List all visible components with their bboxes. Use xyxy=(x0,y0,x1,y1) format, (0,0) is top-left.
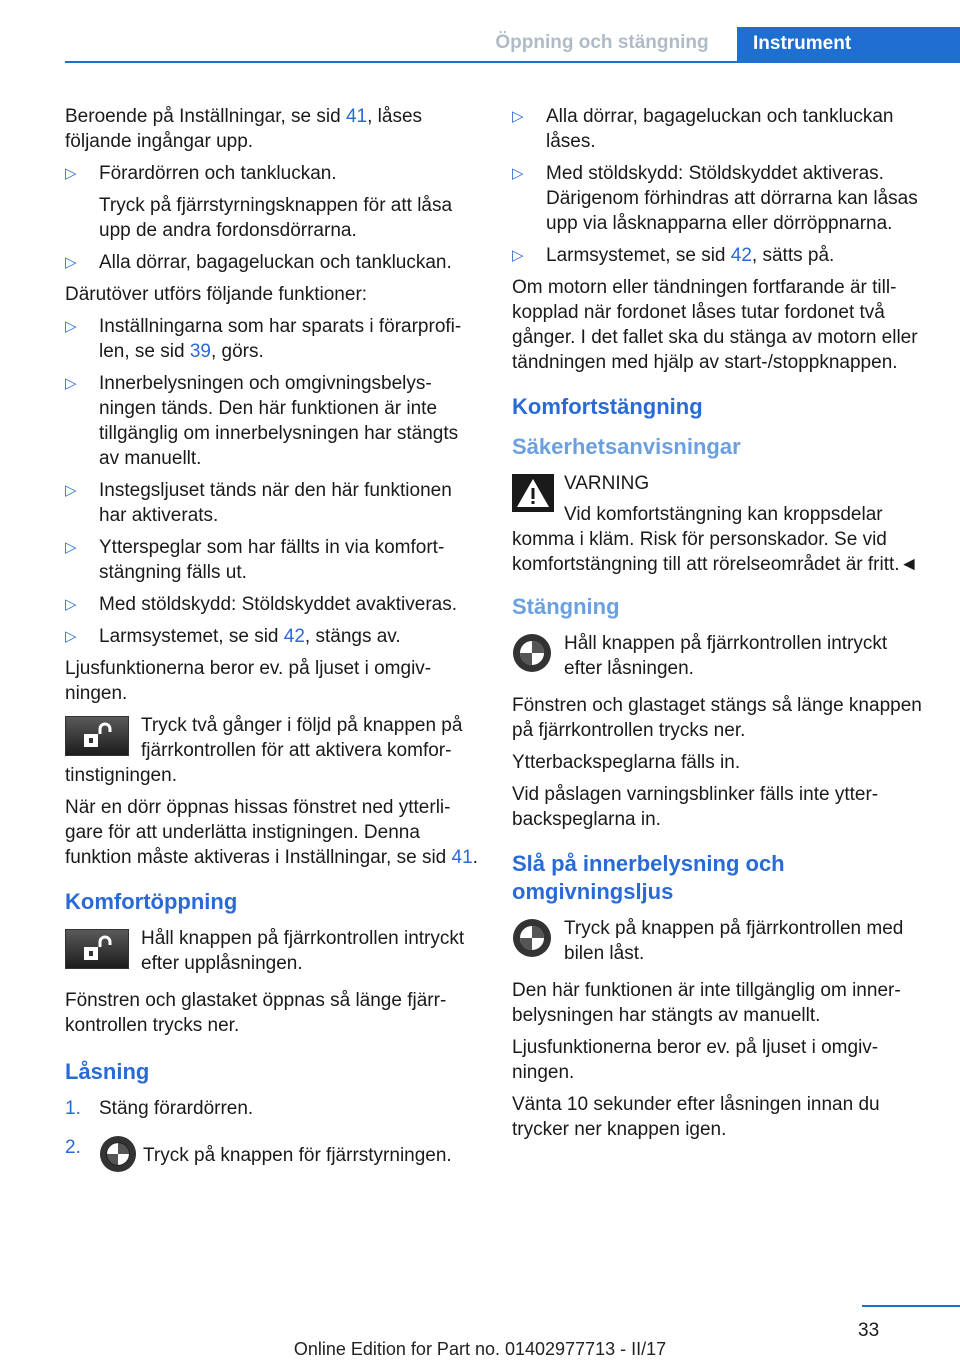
list-item: ▷ Innerbelysningen och omgivningsbelysningen tänds. Den här funktionen är inte tillgänglig om innerbelysningen har stängts av manuellt. xyxy=(65,373,459,469)
hazard-note: Vid påslagen varningsblinker fälls inte ytterbackspeglarna in. xyxy=(512,784,879,830)
bullet-triangle-icon: ▷ xyxy=(512,165,524,182)
heading-closing: Stängning xyxy=(512,594,620,619)
hold-unlock-block: Håll knappen på fjärrkontrollen intryckt efter upplåsningen. xyxy=(65,926,480,976)
list-item: ▷ Larmsystemet, se sid 42, stängs av. xyxy=(65,626,401,647)
heading-comfort-opening: Komfortöppning xyxy=(65,889,238,914)
header-section-title: Öppning och stängning xyxy=(495,32,709,53)
list-item: ▷ Inställningarna som har sparats i förarprofilen, se sid 39, görs. xyxy=(65,316,462,362)
mirrors-in-note: Ytterbackspeglarna fälls in. xyxy=(512,752,741,773)
bullet-triangle-icon: ▷ xyxy=(65,539,77,556)
bmw-key-icon xyxy=(512,633,552,673)
heading-safety: Säkerhetsanvisningar xyxy=(512,434,741,459)
windows-open-note: Fönstren och glastaket öppnas så länge fjärrkontrollen trycks ner. xyxy=(65,990,447,1036)
warning-triangle-icon xyxy=(512,474,554,512)
press-locked-block: Tryck på knappen på fjärrkontrollen med bilen låst. xyxy=(512,916,922,966)
list-item: ▷ Instegsljuset tänds när den här funktionen har aktiverats. xyxy=(65,480,452,526)
bullet-triangle-icon: ▷ xyxy=(512,247,524,264)
right-column xyxy=(512,104,922,1149)
header-rule xyxy=(65,61,960,63)
header-chapter-tab: Instrument xyxy=(737,27,960,61)
page-link[interactable]: 41 xyxy=(345,106,368,127)
bullet-triangle-icon: ▷ xyxy=(65,628,77,645)
bmw-key-icon xyxy=(512,918,552,958)
warning-title: VARNING xyxy=(564,473,650,494)
footer-rule xyxy=(862,1305,960,1307)
hold-lock-block: Håll knappen på fjärrkontrollen intryckt efter låsningen. xyxy=(512,631,922,681)
page-link[interactable]: 41 xyxy=(451,847,473,868)
door-open-paragraph: När en dörr öppnas hissas fönstret ned ytterligare för att underlätta instigningen. Denna funktion måste aktiveras i Inställningar, se sid 41. xyxy=(65,797,478,868)
lock-list xyxy=(512,104,922,268)
not-available-note: Den här funktionen är inte tillgänglig om innerbelysningen har stängts av manuellt. xyxy=(512,980,901,1026)
edition-footer: Online Edition for Part no. 01402977713 - II/17 xyxy=(293,1339,667,1359)
bmw-key-icon xyxy=(99,1135,137,1173)
list-item: ▷ Larmsystemet, se sid 42, sätts på. xyxy=(512,245,835,266)
list-item: ▷ Alla dörrar, bagageluckan och tankluckan låses. xyxy=(512,106,894,152)
heading-comfort-closing: Komfortstängning xyxy=(512,394,703,419)
unlock-key-icon xyxy=(65,929,129,969)
locking-steps xyxy=(65,1096,480,1173)
bullet-triangle-icon: ▷ xyxy=(65,596,77,613)
page-header xyxy=(0,0,960,62)
unlock-key-icon xyxy=(65,716,129,756)
more-functions: Därutöver utförs följande funktioner: xyxy=(65,284,368,305)
bullet-triangle-icon: ▷ xyxy=(65,482,77,499)
functions-list xyxy=(65,314,480,649)
light-dependency-note: Ljusfunktionerna beror ev. på ljuset i omgivningen. xyxy=(512,1037,879,1083)
bullet-triangle-icon: ▷ xyxy=(65,318,77,335)
intro-paragraph: Beroende på Inställningar, se sid 41, låses följande ingångar upp. xyxy=(65,106,423,152)
windows-close-note: Fönstren och glastaget stängs så länge knappen på fjärrkontrollen trycks ner. xyxy=(512,695,922,741)
engine-note: Om motorn eller tändningen fortfarande är tillkopplad när fordonet låses tutar fordonet två gånger. I det fallet ska du stänga av motorn eller tändningen med hjälp av start-/stoppknappen. xyxy=(512,277,918,373)
unlock-list xyxy=(65,161,480,275)
heading-locking: Låsning xyxy=(65,1059,150,1084)
bullet-triangle-icon: ▷ xyxy=(65,254,77,271)
page-link[interactable]: 42 xyxy=(283,626,305,647)
page-link[interactable]: 42 xyxy=(730,245,752,266)
list-item: 2. Tryck på knappen för fjärrstyrningen. xyxy=(65,1135,480,1173)
bullet-triangle-icon: ▷ xyxy=(65,165,77,182)
warning-text: Vid komfortstängning kan kroppsdelar komma i kläm. Risk för personskador. Se vid komfortstängning till att rörelseområdet är fritt.◄ xyxy=(512,504,919,575)
list-item: ▷ Förardörren och tankluckan. Tryck på fjärrstyrningsknappen för att låsa upp de andra fordonsdörrarna. xyxy=(65,163,453,241)
press-twice-block: Tryck två gånger i följd på knappen på fjärrkontrollen för att aktivera komfortinstigningen. xyxy=(65,715,463,786)
page-number: 33 xyxy=(858,1320,880,1341)
bullet-triangle-icon: ▷ xyxy=(65,375,77,392)
bullet-triangle-icon: ▷ xyxy=(512,108,524,125)
list-item: 1. Stäng förardörren. xyxy=(65,1098,254,1119)
list-item: ▷ Med stöldskydd: Stöldskyddet aktiveras. Därigenom förhindras att dörrarna kan låsas upp via låsknapparna eller dörröppnarna. xyxy=(512,163,918,234)
heading-interior-light: Slå på innerbelysning och omgivningsljus xyxy=(512,851,785,904)
list-item: ▷ Med stöldskydd: Stöldskyddet avaktiveras. xyxy=(65,594,458,615)
warning-block xyxy=(512,471,922,577)
list-item: ▷ Ytterspeglar som har fällts in via komfortstängning fälls ut. xyxy=(65,537,445,583)
page-link[interactable]: 39 xyxy=(189,341,211,362)
list-item: ▷ Alla dörrar, bagageluckan och tankluckan. xyxy=(65,252,452,273)
wait-note: Vänta 10 sekunder efter låsningen innan du trycker ner knappen igen. xyxy=(512,1094,880,1140)
light-dependency-note: Ljusfunktionerna beror ev. på ljuset i omgivningen. xyxy=(65,658,432,704)
left-column xyxy=(65,104,480,1181)
